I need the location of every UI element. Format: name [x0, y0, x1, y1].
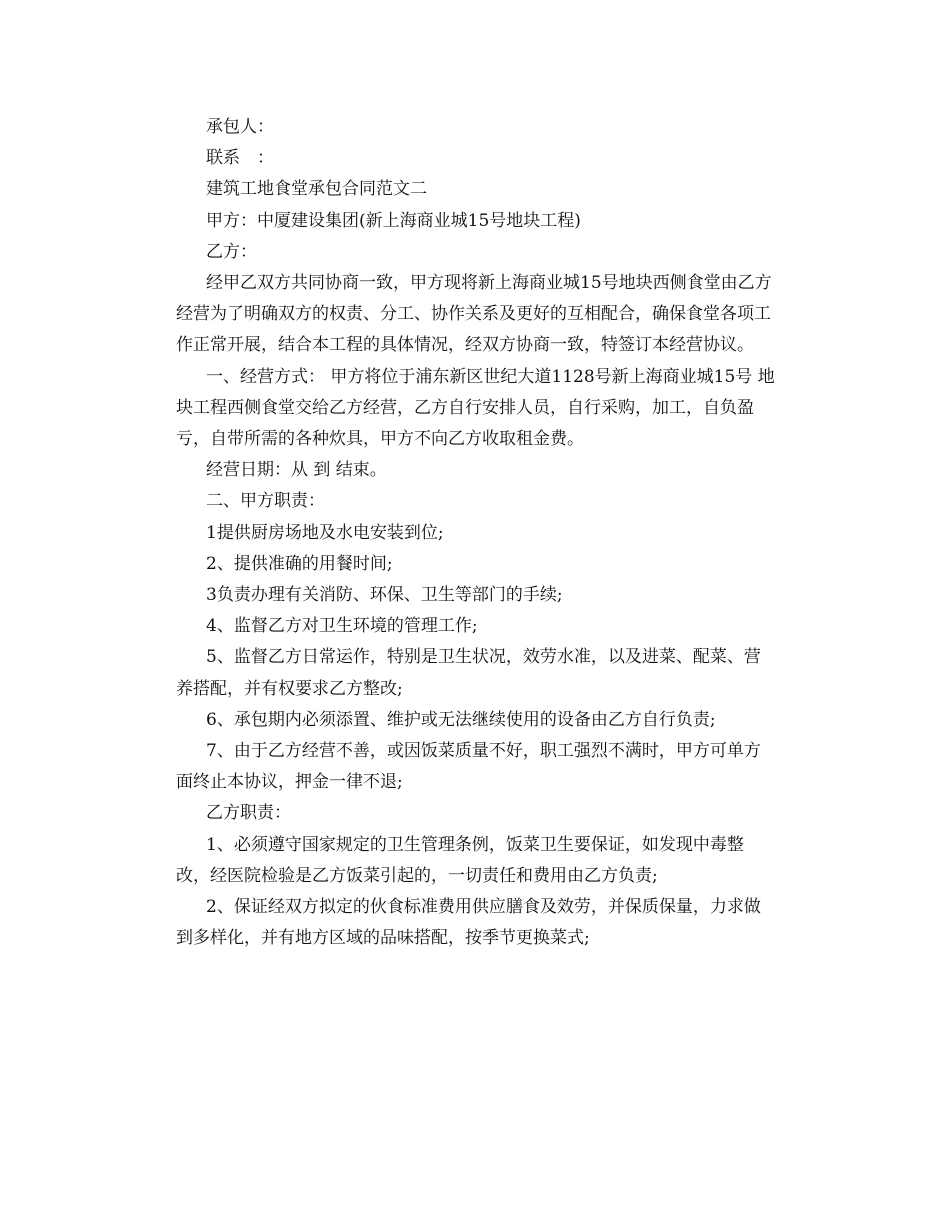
text-line: 7、由于乙方经营不善，或因饭菜质量不好，职工强烈不满时，甲方可单方 — [206, 741, 761, 762]
paragraph-duty-a-2 — [146, 549, 806, 580]
text-line: 作正常开展，结合本工程的具体情况，经双方协商一致，特签订本经营协议。 — [176, 335, 754, 356]
text-line: 6、承包期内必须添置、维护或无法继续使用的设备由乙方自行负责; — [206, 709, 716, 730]
document-page — [146, 112, 806, 954]
text-line: 建筑工地食堂承包合同范文二 — [206, 179, 427, 200]
paragraph-party-b — [146, 237, 806, 268]
text-line: 乙方职责： — [206, 803, 291, 824]
paragraph-party-a — [146, 206, 806, 237]
text-line: 2、提供准确的用餐时间; — [206, 553, 393, 574]
text-line: 一、经营方式： 甲方将位于浦东新区世纪大道1128号新上海商业城15号 地 — [206, 366, 775, 387]
text-line: 二、甲方职责： — [206, 491, 325, 512]
text-line: 甲方：中厦建设集团(新上海商业城15号地块工程) — [206, 210, 581, 231]
paragraph-party-a-duties-heading — [146, 486, 806, 517]
text-line: 承包人： — [206, 117, 274, 137]
paragraph-duty-b-1 — [146, 830, 806, 892]
text-line: 4、监督乙方对卫生环境的管理工作; — [206, 616, 478, 637]
paragraph-operation-mode — [146, 362, 806, 456]
paragraph-duty-a-5 — [146, 642, 806, 704]
text-line: 养搭配，并有权要求乙方整改; — [176, 678, 403, 699]
text-line: 亏，自带所需的各种炊具，甲方不向乙方收取租金费。 — [176, 429, 584, 450]
paragraph-agreement-intro — [146, 268, 806, 362]
paragraph-duty-b-2 — [146, 892, 806, 954]
paragraph-contact — [146, 143, 806, 174]
text-line: 乙方： — [206, 241, 257, 262]
paragraph-party-b-duties-heading — [146, 798, 806, 829]
text-line: 联系 ： — [206, 148, 274, 169]
text-line: 经营为了明确双方的权责、分工、协作关系及更好的互相配合，确保食堂各项工 — [176, 304, 771, 325]
text-line: 经营日期：从 到 结束。 — [206, 460, 387, 481]
text-line: 块工程西侧食堂交给乙方经营，乙方自行安排人员，自行采购，加工，自负盈 — [176, 397, 754, 418]
text-line: 面终止本协议，押金一律不退; — [176, 772, 403, 793]
paragraph-duty-a-4 — [146, 611, 806, 642]
paragraph-duty-a-7 — [146, 736, 806, 798]
paragraph-duty-a-3 — [146, 580, 806, 611]
text-line: 5、监督乙方日常运作，特别是卫生状况，效劳水准，以及进菜、配菜、营 — [206, 647, 761, 668]
paragraph-duty-a-6 — [146, 705, 806, 736]
text-line: 3负责办理有关消防、环保、卫生等部门的手续; — [206, 585, 563, 606]
paragraph-title — [146, 174, 806, 205]
text-line: 1、必须遵守国家规定的卫生管理条例，饭菜卫生要保证，如发现中毒整 — [206, 834, 744, 855]
text-line: 改，经医院检验是乙方饭菜引起的，一切责任和费用由乙方负责; — [176, 865, 658, 886]
text-line: 到多样化，并有地方区域的品味搭配，按季节更换菜式; — [176, 928, 590, 949]
paragraph-duty-a-1 — [146, 518, 806, 549]
paragraph-contractor — [146, 112, 806, 143]
text-line: 1提供厨房场地及水电安装到位; — [206, 522, 444, 543]
text-line: 2、保证经双方拟定的伙食标准费用供应膳食及效劳，并保质保量，力求做 — [206, 897, 761, 918]
paragraph-operation-date — [146, 455, 806, 486]
text-line: 经甲乙双方共同协商一致，甲方现将新上海商业城15号地块西侧食堂由乙方 — [206, 273, 772, 294]
